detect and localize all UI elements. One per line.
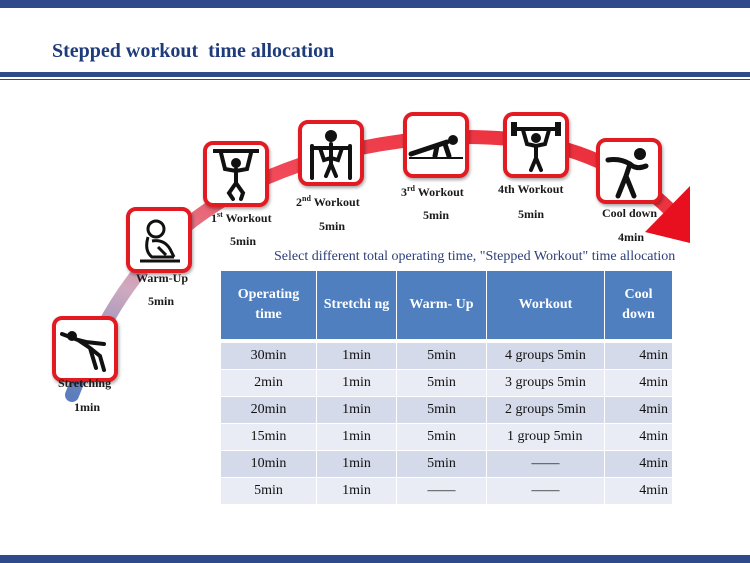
cell-stretching: 1min (317, 343, 397, 370)
weightlifting-icon (503, 112, 569, 178)
table-row (221, 424, 673, 451)
cell-cool-down: 4min (605, 424, 673, 451)
cell-warm-up: 5min (397, 424, 487, 451)
header-operating-time: Operating time (221, 271, 317, 340)
cell-operating-time: 5min (221, 478, 317, 505)
side-bend-icon (596, 138, 662, 204)
step-label-cool-down: Cool down (602, 206, 658, 220)
cell-warm-up: —— (397, 478, 487, 505)
cell-workout: —— (487, 478, 605, 505)
step-time-3rd-workout: 5min (423, 208, 450, 222)
step-label-stretching: Stretching (58, 376, 112, 390)
cell-cool-down: 4min (605, 343, 673, 370)
cell-stretching: 1min (317, 370, 397, 397)
step-label-3rd-workout (401, 184, 464, 200)
push-up-icon (403, 112, 469, 178)
step-time-2nd-workout: 5min (319, 219, 346, 233)
step-time-4th-workout: 5min (518, 207, 545, 221)
cell-operating-time: 15min (221, 424, 317, 451)
step-ordinal-suffix: st (217, 210, 223, 219)
table-caption: Select different total operating time, "Stepped Workout" time allocation (274, 249, 676, 264)
step-ordinal-suffix: rd (407, 184, 415, 193)
table-header-row (221, 271, 673, 340)
cell-stretching: 1min (317, 424, 397, 451)
cell-workout: —— (487, 451, 605, 478)
cell-operating-time: 2min (221, 370, 317, 397)
cell-operating-time: 30min (221, 343, 317, 370)
cell-operating-time: 10min (221, 451, 317, 478)
step-time-warm-up: 5min (148, 294, 175, 308)
step-time-cool-down: 4min (618, 230, 645, 244)
page-title: Stepped workout time allocation (52, 40, 335, 62)
cell-warm-up: 5min (397, 397, 487, 424)
step-ordinal-suffix: nd (302, 194, 311, 203)
step-ordinal: 1 (211, 211, 217, 225)
bottom-band (0, 555, 750, 563)
dip-icon (298, 120, 364, 186)
cell-cool-down: 4min (605, 397, 673, 424)
table-row (221, 370, 673, 397)
cell-stretching: 1min (317, 478, 397, 505)
cell-cool-down: 4min (605, 451, 673, 478)
header-warm-up: Warm- Up (397, 271, 487, 340)
step-label-warm-up: Warm-Up (136, 271, 188, 285)
table-row (221, 478, 673, 505)
stretching-icon (52, 316, 118, 382)
step-label-1st-workout (211, 210, 272, 226)
cell-warm-up: 5min (397, 451, 487, 478)
step-ordinal: 2 (296, 195, 302, 209)
cell-warm-up: 5min (397, 370, 487, 397)
header-stretching: Stretchi ng (317, 271, 397, 340)
step-time-1st-workout: 5min (230, 234, 257, 248)
sitting-icon (126, 207, 192, 273)
cell-warm-up: 5min (397, 343, 487, 370)
step-name: Workout (313, 195, 360, 209)
cell-cool-down: 4min (605, 370, 673, 397)
time-allocation-table (220, 270, 673, 505)
table-row (221, 451, 673, 478)
cell-stretching: 1min (317, 451, 397, 478)
cell-operating-time: 20min (221, 397, 317, 424)
step-ordinal: 3 (401, 185, 407, 199)
cell-stretching: 1min (317, 397, 397, 424)
step-label-2nd-workout (296, 194, 360, 210)
header-cool-down: Cool down (605, 271, 673, 340)
step-name: Workout (417, 185, 464, 199)
step-name: Workout (225, 211, 272, 225)
pull-up-icon (203, 141, 269, 207)
cell-workout: 3 groups 5min (487, 370, 605, 397)
table-row (221, 397, 673, 424)
header-workout: Workout (487, 271, 605, 340)
cell-workout: 2 groups 5min (487, 397, 605, 424)
step-label-4th-workout: 4th Workout (498, 182, 564, 196)
cell-cool-down: 4min (605, 478, 673, 505)
cell-workout: 4 groups 5min (487, 343, 605, 370)
step-time-stretching: 1min (74, 400, 101, 414)
table-row (221, 343, 673, 370)
cell-workout: 1 group 5min (487, 424, 605, 451)
